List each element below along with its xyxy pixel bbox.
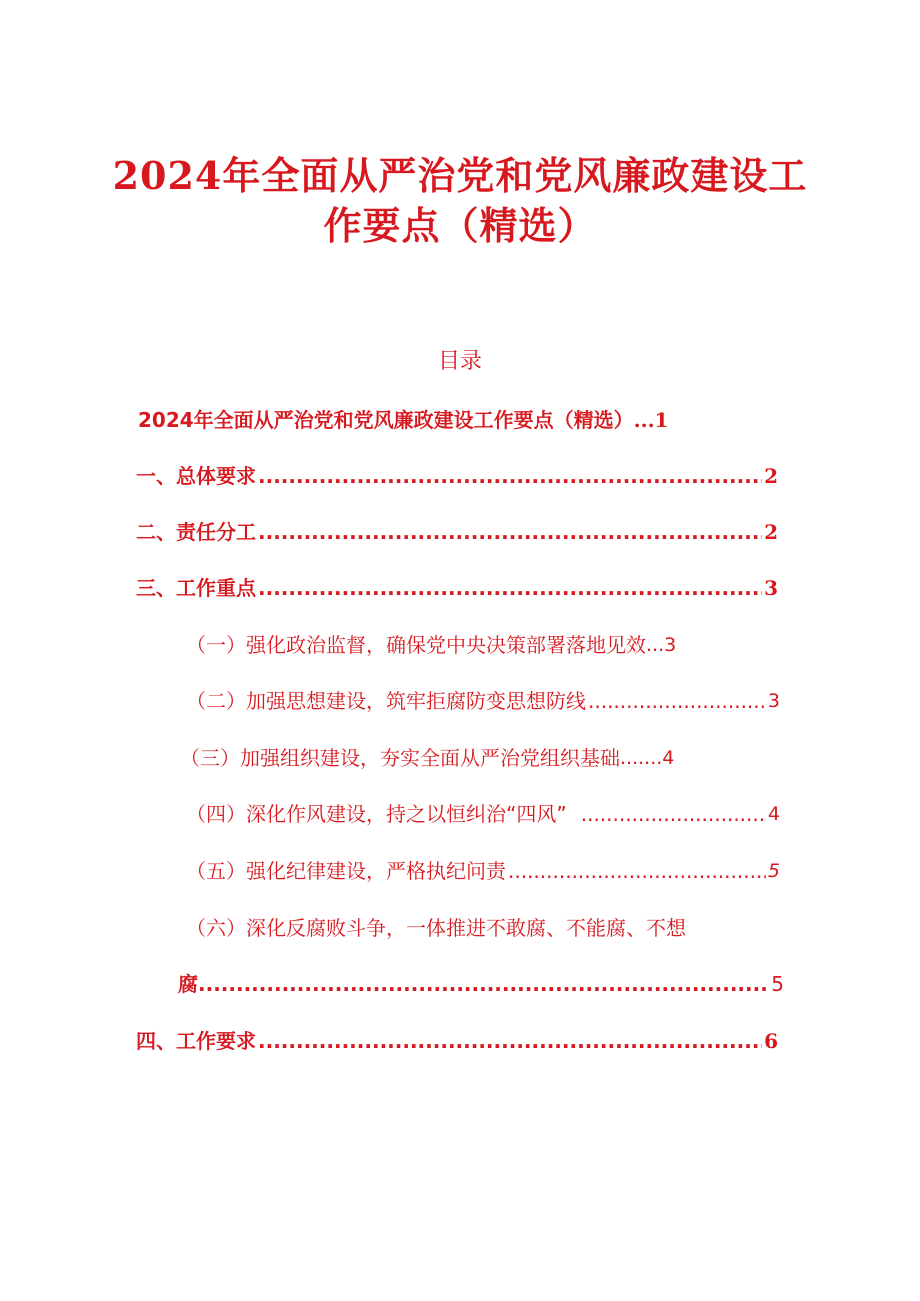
document-title-line-1 xyxy=(0,154,920,198)
toc-entry-page: 2 xyxy=(764,464,778,488)
toc-entry-page: ...3 xyxy=(646,634,677,656)
toc-entry-page: 4 xyxy=(767,803,780,825)
toc-entry-label: 2024年全面从严治党和党风廉政建设工作要点（精选） xyxy=(138,408,634,432)
toc-entry-anti-corruption-line1[interactable] xyxy=(186,913,780,943)
title-text-1: 年全面从严治党和党风廉政建设工 xyxy=(222,154,808,198)
toc-dot-leader xyxy=(258,573,762,603)
toc-entry-label: 二、责任分工 xyxy=(136,520,256,544)
toc-entry-page: 2 xyxy=(764,520,778,544)
toc-dot-leader xyxy=(258,1026,762,1056)
toc-entry-label: 一、总体要求 xyxy=(136,464,256,488)
toc-entry-label: （三）加强组织建设，夯实全面从严治党组织基础 xyxy=(180,746,620,770)
toc-heading: 目录 xyxy=(437,349,482,374)
toc-entry-work-requirements[interactable] xyxy=(136,1026,778,1056)
toc-dot-leader xyxy=(258,461,762,491)
toc-dot-leader xyxy=(581,799,766,829)
toc-entry-work-style[interactable] xyxy=(186,799,780,829)
toc-entry-page: 6 xyxy=(764,1029,778,1053)
toc-entry-discipline[interactable] xyxy=(186,856,780,886)
toc-entry-title[interactable] xyxy=(138,405,758,435)
toc-entry-political-supervision[interactable] xyxy=(186,630,782,660)
document-title-line-2: 作要点（精选） xyxy=(323,204,597,248)
toc-dot-leader xyxy=(198,969,769,999)
toc-entry-page: 5 xyxy=(767,860,780,882)
toc-entry-overall-requirements[interactable] xyxy=(136,461,778,491)
toc-entry-responsibility[interactable] xyxy=(136,517,778,547)
toc-entry-page: 3 xyxy=(767,690,780,712)
toc-entry-label: 三、工作重点 xyxy=(136,576,256,600)
toc-entry-label: （四）深化作风建设，持之以恒纠治“四风” xyxy=(186,802,567,826)
toc-entry-ideological-building[interactable] xyxy=(186,686,780,716)
toc-entry-page: 5 xyxy=(771,972,784,996)
toc-entry-page: .......4 xyxy=(620,747,675,769)
toc-entry-label: 四、工作要求 xyxy=(136,1029,256,1053)
toc-entry-organizational-building[interactable] xyxy=(180,743,780,773)
toc-entry-work-focus[interactable] xyxy=(136,573,778,603)
toc-entry-label: （二）加强思想建设，筑牢拒腐防变思想防线 xyxy=(186,689,586,713)
toc-entry-page: 3 xyxy=(764,576,778,600)
toc-entry-label: （五）强化纪律建设，严格执纪问责 xyxy=(186,859,506,883)
toc-entry-label: （一）强化政治监督，确保党中央决策部署落地见效 xyxy=(186,633,646,657)
toc-dot-leader xyxy=(258,517,762,547)
toc-entry-label: 腐 xyxy=(178,972,198,996)
toc-dot-leader xyxy=(588,686,766,716)
toc-entry-anti-corruption-line2[interactable] xyxy=(178,969,784,999)
title-year: 2024 xyxy=(112,153,223,198)
toc-entry-page: ...1 xyxy=(633,408,669,432)
toc-entry-label: （六）深化反腐败斗争，一体推进不敢腐、不能腐、不想 xyxy=(186,916,686,940)
toc-dot-leader xyxy=(508,856,766,886)
